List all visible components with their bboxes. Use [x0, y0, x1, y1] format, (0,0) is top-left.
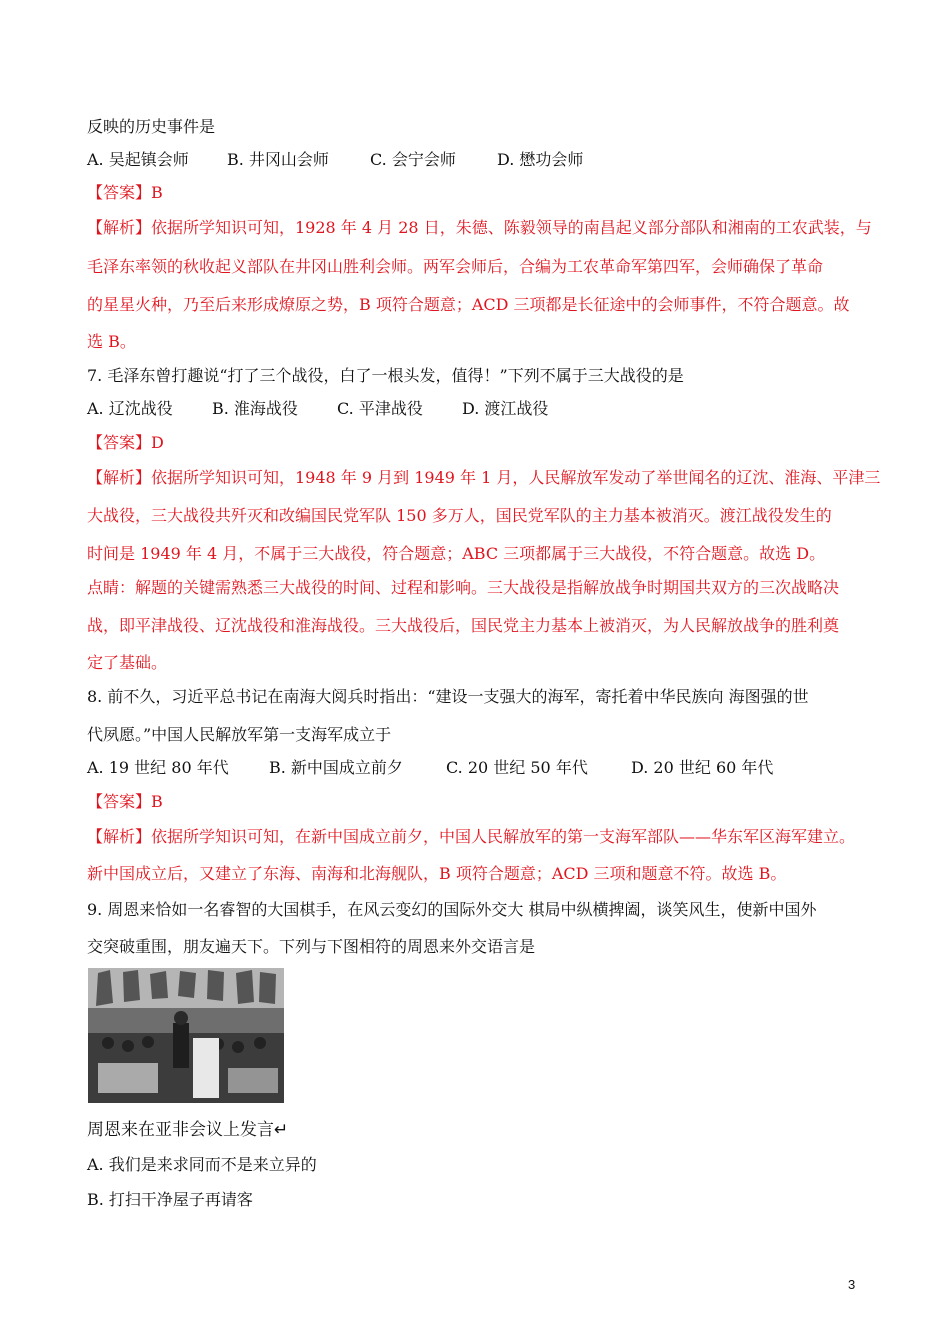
q7-stem: 7. 毛泽东曾打趣说“打了三个战役，白了一根头发，值得！”下列不属于三大战役的是 [87, 366, 684, 385]
q8-option-d: D. 20 世纪 60 年代 [631, 758, 774, 777]
q9-stem-line: 交突破重围，朋友遍天下。下列与下图相符的周恩来外交语言是 [87, 937, 536, 956]
q8-answer: 【答案】B [87, 792, 163, 811]
q6-option-b: B. 井冈山会师 [227, 150, 329, 169]
photo-illustration [88, 968, 284, 1103]
q6-analysis-line: 的星星火种，乃至后来形成燎原之势，B 项符合题意；ACD 三项都是长征途中的会师事件，不符合题意。故 [87, 295, 850, 314]
q6-answer: 【答案】B [87, 183, 163, 202]
q8-options [87, 757, 773, 779]
q8-stem-line: 8. 前不久，习近平总书记在南海大阅兵时指出：“建设一支强大的海军，寄托着中华民族向 海图强的世 [87, 687, 809, 706]
zhou-enlai-speech-photo [88, 968, 284, 1103]
q9-stem-line: 9. 周恩来恰如一名睿智的大国棋手，在风云变幻的国际外交大 棋局中纵横捭阖，谈笑风生，使新中国外 [87, 900, 817, 919]
photo-caption: 周恩来在亚非会议上发言↵ [87, 1120, 289, 1139]
q6-option-d: D. 懋功会师 [497, 150, 584, 169]
q7-tip-line: 定了基础。 [87, 653, 168, 672]
q6-analysis-line: 选 B。 [87, 332, 136, 351]
page-number: 3 [848, 1277, 856, 1292]
q9-option-a: A. 我们是来求同而不是来立异的 [87, 1155, 317, 1174]
q7-answer: 【答案】D [87, 433, 164, 452]
q7-options [87, 398, 548, 420]
q8-stem-line: 代夙愿。”中国人民解放军第一支海军成立于 [87, 725, 392, 744]
q8-option-c: C. 20 世纪 50 年代 [446, 758, 588, 777]
q6-analysis-line: 毛泽东率领的秋收起义部队在井冈山胜利会师。两军会师后，合编为工农革命军第四军，会师确保了革命 [87, 257, 824, 276]
q7-analysis-line: 大战役，三大战役共歼灭和改编国民党军队 150 多万人，国民党军队的主力基本被消灭。渡江战役发生的 [87, 506, 832, 525]
q8-analysis-line: 新中国成立后，又建立了东海、南海和北海舰队，B 项符合题意；ACD 三项和题意不符。故选 B。 [87, 864, 787, 883]
q8-option-a: A. 19 世纪 80 年代 [87, 758, 229, 777]
q7-analysis-line: 时间是 1949 年 4 月，不属于三大战役，符合题意；ABC 三项都属于三大战役，不符合题意。故选 D。 [87, 544, 826, 563]
q7-option-a: A. 辽沈战役 [87, 399, 173, 418]
q9-option-b: B. 打扫干净屋子再请客 [87, 1190, 253, 1209]
q7-option-d: D. 渡江战役 [462, 399, 549, 418]
q7-analysis-line: 【解析】依据所学知识可知，1948 年 9 月到 1949 年 1 月，人民解放军发动了举世闻名的辽沈、淮海、平津三 [87, 468, 881, 487]
q7-option-b: B. 淮海战役 [212, 399, 298, 418]
q8-analysis-line: 【解析】依据所学知识可知，在新中国成立前夕，中国人民解放军的第一支海军部队——华东军区海军建立。 [87, 827, 856, 846]
q7-tip-line: 点睛：解题的关键需熟悉三大战役的时间、过程和影响。三大战役是指解放战争时期国共双方的三次战略决 [87, 578, 840, 597]
q7-tip-line: 战，即平津战役、辽沈战役和淮海战役。三大战役后，国民党主力基本上被消灭，为人民解放战争的胜利奠 [87, 616, 840, 635]
q6-option-c: C. 会宁会师 [370, 150, 456, 169]
q7-option-c: C. 平津战役 [337, 399, 423, 418]
q6-analysis-line: 【解析】依据所学知识可知，1928 年 4 月 28 日，朱德、陈毅领导的南昌起义部分部队和湘南的工农武装，与 [87, 218, 872, 237]
q6-option-a: A. 吴起镇会师 [87, 150, 189, 169]
q6-stem-tail: 反映的历史事件是 [87, 117, 216, 136]
q6-options [87, 149, 583, 171]
q8-option-b: B. 新中国成立前夕 [269, 758, 403, 777]
